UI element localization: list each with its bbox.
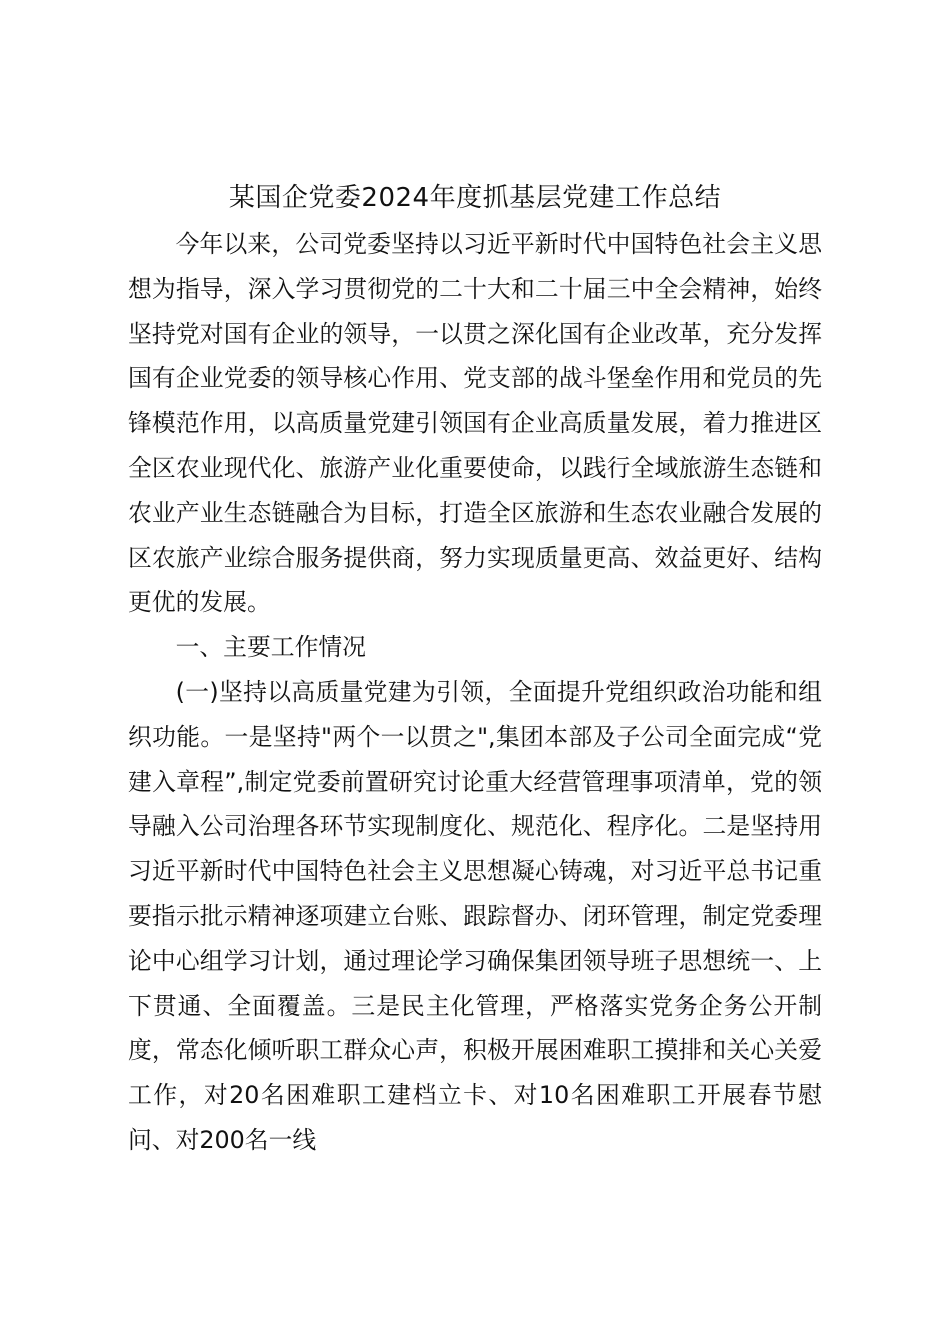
intro-paragraph: 今年以来，公司党委坚持以习近平新时代中国特色社会主义思想为指导，深入学习贯彻党的二十大和二十届三中全会精神，始终坚持党对国有企业的领导，一以贯之深化国有企业改革，充分发挥国有企业党委的领导核心作用、党支部的战斗堡垒作用和党员的先锋模范作用，以高质量党建引领国有企业高质量发展，着力推进区全区农业现代化、旅游产业化重要使命，以践行全域旅游生态链和农业产业生态链融合为目标，打造全区旅游和生态农业融合发展的区农旅产业综合服务提供商，努力实现质量更高、效益更好、结构更优的发展。 <box>128 230 822 617</box>
document-body <box>128 222 822 1163</box>
subsection-paragraph: (一)坚持以高质量党建为引领，全面提升党组织政治功能和组织功能。一是坚持"两个一以贯之",集团本部及子公司全面完成“党建入章程”,制定党委前置研究讨论重大经营管理事项清单，党的领导融入公司治理各环节实现制度化、规范化、程序化。二是坚持用习近平新时代中国特色社会主义思想凝心铸魂，对习近平总书记重要指示批示精神逐项建立台账、跟踪督办、闭环管理，制定党委理论中心组学习计划，通过理论学习确保集团领导班子思想统一、上下贯通、全面覆盖。三是民主化管理，严格落实党务企务公开制度，常态化倾听职工群众心声，积极开展困难职工摸排和关心关爱工作，对20名困难职工建档立卡、对10名困难职工开展春节慰问、对200名一线 <box>128 677 822 1154</box>
section-heading: 一、主要工作情况 <box>175 633 366 662</box>
document-title: 某国企党委2024年度抓基层党建工作总结 <box>228 183 722 213</box>
